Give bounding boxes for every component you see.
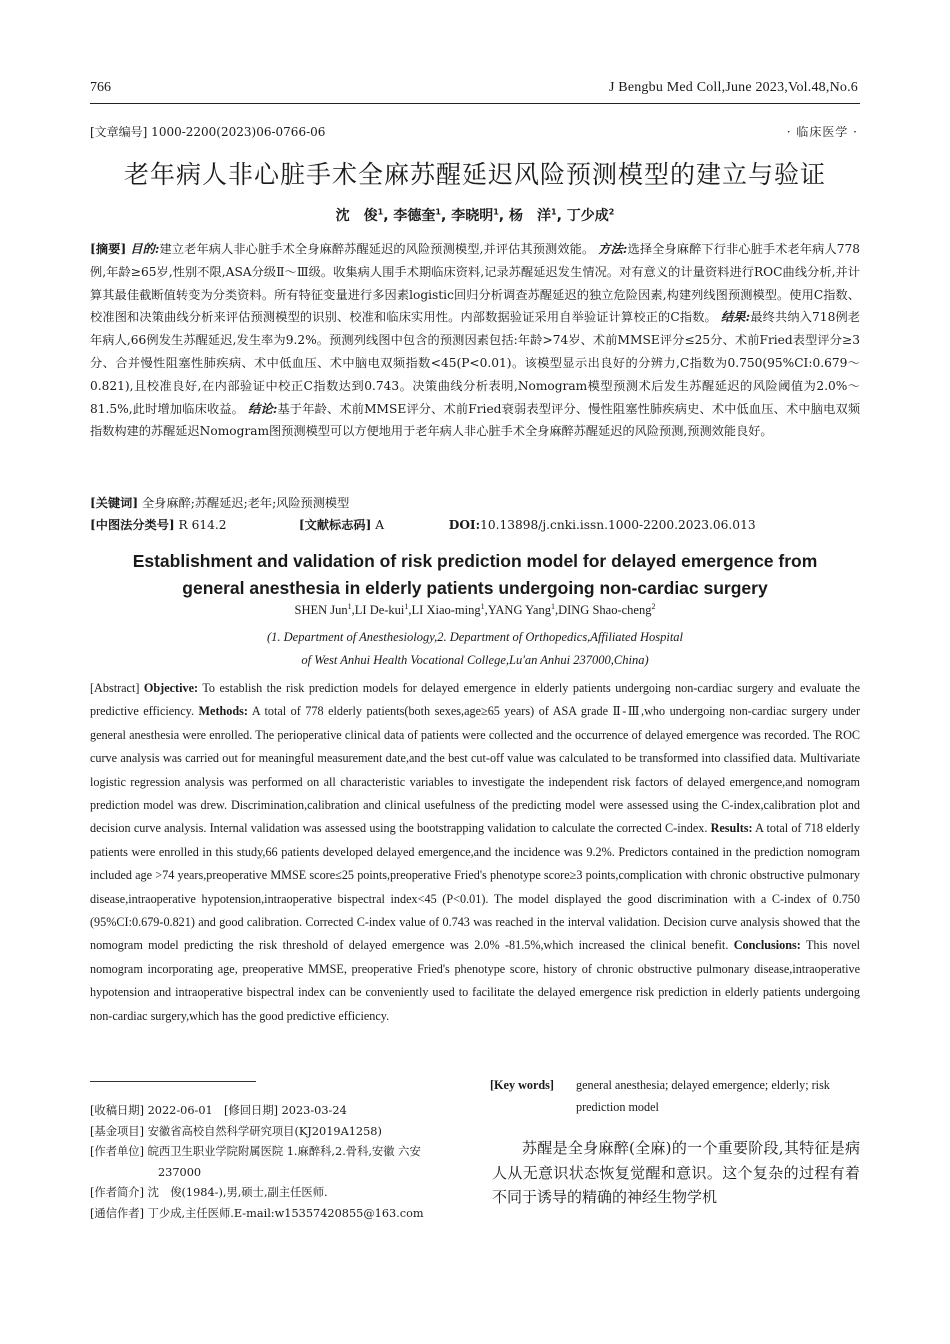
author-cn: 沈 俊$^1$ <box>335 207 384 224</box>
methods-en-label: Methods: <box>198 704 248 719</box>
conclusion-cn: 基于年龄、术前MMSE评分、术前Fried衰弱表型评分、慢性阻塞性肺疾病史、术中低血压、术中脑电双频指数构建的苏醒延迟Nomogram图预测模型可以方便地用于老年病人非心脏手术全身麻醉苏醒延迟的风险预测,预测效能良好。 <box>90 401 861 439</box>
keywords-en <box>490 1074 862 1118</box>
methods-cn-label: 方法: <box>598 242 628 256</box>
results-cn-label: 结果: <box>720 310 751 325</box>
author-en: DING Shao-cheng$^2$ <box>558 602 656 618</box>
title-en: Establishment and validation of risk prediction model for delayed emergence from general anesthesia in elderly patients undergoing non-cardiac surgery <box>132 551 818 598</box>
authors-cn: 沈 俊$^1$, 李德奎$^1$, 李晓明$^1$, 杨 洋$^1$, 丁少成$^2$ <box>335 207 615 224</box>
abstract-cn-label: [摘要] <box>90 242 127 256</box>
objective-en: To establish the risk prediction models for delayed emergence in elderly patients undergoing non-cardiac surgery and evaluate the predictive efficiency. <box>90 681 860 719</box>
objective-cn-label: 目的: <box>130 242 160 256</box>
authors-en: SHEN Jun$^1$,LI De-kui$^1$,LI Xiao-ming$^1$,YANG Yang$^1$,DING Shao-cheng$^2$ <box>294 602 656 618</box>
title-cn: 老年病人非心脏手术全麻苏醒延迟风险预测模型的建立与验证 <box>123 160 826 189</box>
footnote-affiliation: [作者单位] 皖西卫生职业学院附属医院 1.麻醉科,2.骨科,安徽 六安 237000 <box>90 1145 421 1179</box>
doi: DOI:10.13898/j.cnki.issn.1000-2200.2023.06.013 <box>448 518 756 532</box>
footnote-correspondence: [通信作者] 丁少成,主任医师.E-mail:w15357420855@163.com <box>90 1206 424 1220</box>
intro-paragraph: 苏醒是全身麻醉(全麻)的一个重要阶段,其特征是病人从无意识状态恢复觉醒和意识。这个复杂的过程有着不同于诱导的精确的神经生物学机 <box>492 1139 860 1206</box>
methods-en: A total of 778 elderly patients(both sexes,age≥65 years) of ASA grade Ⅱ-Ⅲ,who undergoing non-cardiac surgery under general anesthesia were enrolled. The perioperative clinical data of patients were collected and the occurrence of delayed emergence was recorded. The ROC curve analysis was carried out for meaningful measurement date,and the best cut-off value was calculated to be transformed into classified data. Multivariate logistic regression analysis was performed on all characteristic variables to investigate the independent risk factors of delayed emergence,and nomogram prediction model was drew. Discrimination,calibration and clinical usefulness of the predicting model were assessed using the C-index,calibration plot and decision curve analysis. Internal validation was assessed using the bootstrapping validation to calculate the corrected C-index. <box>90 704 861 836</box>
footnote-author-bio: [作者简介] 沈 俊(1984-),男,硕士,副主任医师. <box>90 1186 328 1199</box>
results-cn: 最终共纳入718例老年病人,66例发生苏醒延迟,发生率为9.2%。预测列线图中包含的预测因素包括:年龄>74岁、术前MMSE评分≤25分、术前Fried表型评分≥3分、合并慢性阻塞性肺疾病、术中低血压、术中脑电双频指数<45(P<0.01)。该模型显示出良好的分辨力,C指数为0.750(95%CI:0.679～0.821),且校准良好,在内部验证中校正C指数达到0.743。决策曲线分析表明,Nomogram模型预测术后发生苏醒延迟的风险阈值为2.0%～81.5%,此时增加临床收益。 <box>90 310 861 416</box>
author-en: LI Xiao-ming$^1$ <box>411 602 485 618</box>
document-code: [文献标志码] A <box>298 518 385 532</box>
footnote-received: [收稿日期] 2022-06-01 [修回日期] 2023-03-24 <box>90 1104 347 1117</box>
conclusion-cn-label: 结论: <box>248 401 278 416</box>
conclusions-en: This novel nomogram incorporating age, preoperative MMSE, preoperative Fried's phenotype score, history of chronic obstructive pulmonary disease,intraoperative hypotension and intraoperative bispectral index can be conveniently used to facilitate the delayed emergence risk prediction in elderly patients undergoing non-cardiac surgery,which has the good predictive efficiency. <box>90 938 861 1023</box>
footnote-rule <box>90 1081 256 1082</box>
abstract-en-label: [Abstract] <box>90 681 140 695</box>
objective-en-label: Objective: <box>143 681 199 695</box>
author-cn: 李德奎$^1$ <box>393 207 441 224</box>
abstract-en <box>90 677 860 1028</box>
keywords-cn-label: [关键词] <box>90 496 139 510</box>
keywords-cn-text: 全身麻醉;苏醒延迟;老年;风险预测模型 <box>141 496 350 510</box>
abstract-cn <box>90 238 860 443</box>
keywords-en-label: [Key words] <box>490 1078 554 1092</box>
footnote-funding: [基金项目] 安徽省高校自然科学研究项目(KJ2019A1258) <box>90 1124 382 1138</box>
results-en: A total of 718 elderly patients were enrolled in this study,66 patients developed delayed emergence,and the incidence was 9.2%. Predictors contained in the prediction nomogram included age >74 years,preoperative MMSE score≤25 points,preoperative Fried's phenotype score≥3 points,complication with chronic obstructive pulmonary disease,intraoperative hypotension,intraoperative bispectral index<45 (P<0.01). The model displayed the good discrimination with a C-index of 0.750 (95%CI:0.679-0.821) and good calibration. Corrected C-index value of 0.743 was reached in the interval validation. Decision curve analysis showed that the nomogram model predicting the risk threshold of delayed emergence was 2.0% -81.5%,which increased the clinical benefit. <box>90 821 861 953</box>
author-cn: 杨 洋$^1$ <box>508 207 557 224</box>
section-label: · 临床医学 · <box>786 125 858 139</box>
author-en: LI De-kui$^1$ <box>354 602 409 618</box>
objective-cn: 建立老年病人非心脏手术全身麻醉苏醒延迟的风险预测模型,并评估其预测效能。 <box>159 242 595 256</box>
classification-row <box>90 516 860 533</box>
keywords-cn <box>90 494 349 511</box>
page-number: 766 <box>90 80 111 95</box>
article-number: [文章编号] 1000-2200(2023)06-0766-06 <box>90 125 326 139</box>
methods-cn: 选择全身麻醉下行非心脏手术老年病人778例,年龄≥65岁,性别不限,ASA分级Ⅱ～Ⅲ级。收集病人围手术期临床资料,记录苏醒延迟发生情况。对有意义的计量资料进行ROC曲线分析,并计算其最佳截断值转变为分类资料。所有特征变量进行多因素logistic回归分析调查苏醒延迟的独立危险因素,构建列线图预测模型。使用C指数、校准图和决策曲线分析来评估预测模型的识别、校准和临床实用性。内部数据验证采用自举验证计算校正的C指数。 <box>90 242 861 325</box>
conclusions-en-label: Conclusions: <box>733 938 801 953</box>
header-rule <box>90 103 860 104</box>
journal-reference: J Bengbu Med Coll,June 2023,Vol.48,No.6 <box>608 80 858 95</box>
footnotes <box>90 1101 460 1224</box>
keywords-en-text: general anesthesia; delayed emergence; elderly; risk prediction model <box>576 1078 830 1114</box>
author-cn: 李晓明$^1$ <box>451 207 499 224</box>
clc-code: [中图法分类号] R 614.2 <box>90 518 227 532</box>
author-cn: 丁少成$^2$ <box>566 207 615 224</box>
author-en: SHEN Jun$^1$ <box>294 602 352 618</box>
results-en-label: Results: <box>710 821 753 836</box>
affiliation-en: (1. Department of Anesthesiology,2. Department of Orthopedics,Affiliated Hospital of West Anhui Health Vocational College,Lu'an Anhui 237000,China) <box>266 630 684 667</box>
author-en: YANG Yang$^1$ <box>487 602 555 618</box>
